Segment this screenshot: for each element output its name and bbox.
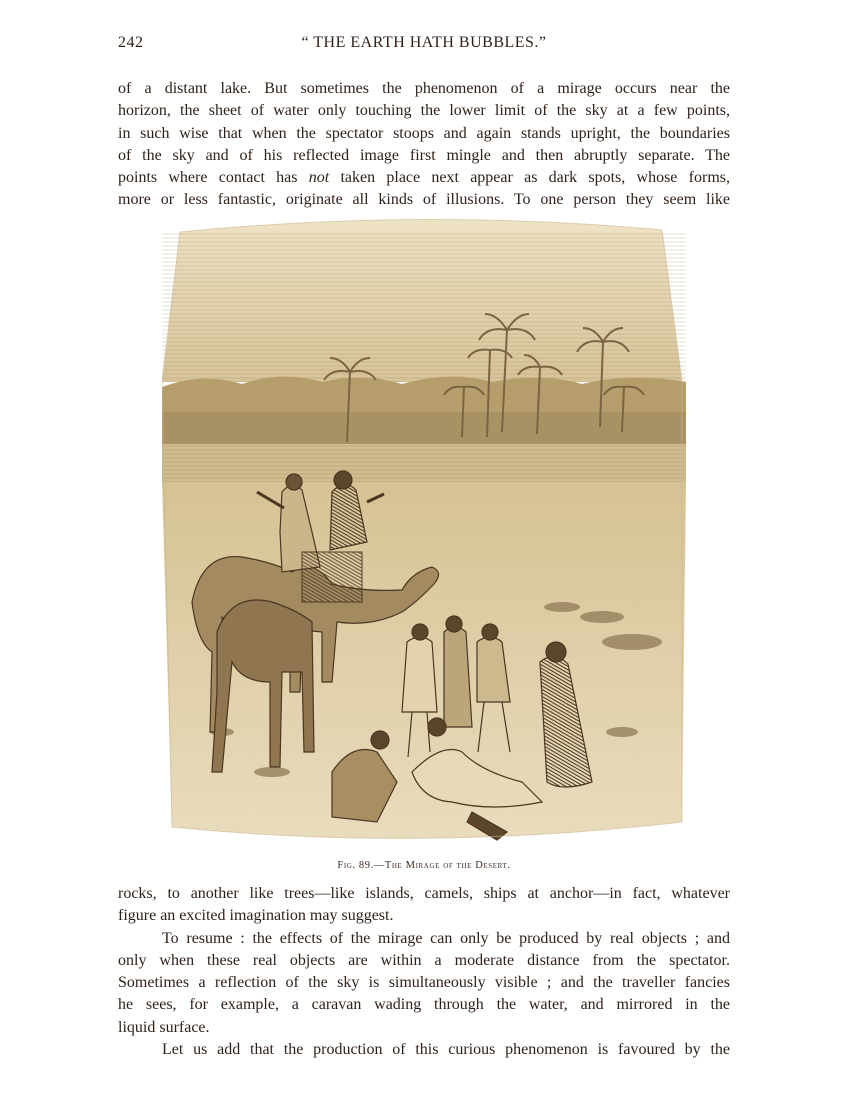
page-number: 242	[118, 34, 144, 51]
tree-line-shading	[162, 412, 686, 447]
text-segment: taken place next appear as dark spots, whose forms,	[329, 169, 730, 187]
text-line-with-italic	[118, 167, 730, 189]
text-line: in such wise that when the spectator stoops and again stands upright, the boundaries	[118, 124, 730, 142]
text-line: rocks, to another like trees—like islands, camels, ships at anchor—in fact, whatever	[118, 885, 730, 902]
text-line: horizon, the sheet of water only touching the lower limit of the sky at a few points,	[118, 102, 730, 120]
text-line: To resume : the effects of the mirage can only be produced by real objects ; and	[162, 929, 730, 947]
mirage-water-lines	[162, 444, 686, 484]
text-line: he sees, for example, a caravan wading through the water, and mirrored in the	[118, 996, 730, 1014]
text-line: of a distant lake. But sometimes the phenomenon of a mirage occurs near the	[118, 80, 730, 97]
text-line: Sometimes a reflection of the sky is simultaneously visible ; and the traveller fancies	[118, 974, 730, 992]
figure-caption: Fig. 89.—The Mirage of the Desert.	[337, 860, 511, 871]
text-line: liquid surface.	[118, 1018, 210, 1036]
paragraph-top	[118, 78, 730, 212]
text-line: of the sky and of his reflected image first mingle and then abruptly separate. The	[118, 146, 730, 164]
text-line: Let us add that the production of this curious phenomenon is favoured by the	[162, 1041, 730, 1059]
text-line: figure an excited imagination may suggest.	[118, 907, 394, 925]
engraving-illustration	[162, 212, 686, 860]
paragraph-bottom	[118, 883, 730, 1061]
sky-hatching	[162, 232, 686, 382]
page-header	[118, 34, 730, 58]
text-line: only when these real objects are within a moderate distance from the spectator.	[118, 951, 730, 969]
text-segment: points where contact has	[118, 169, 309, 187]
running-title: “ THE EARTH HATH BUBBLES.”	[301, 34, 547, 51]
text-line: more or less fantastic, originate all kinds of illusions. To one person they seem like	[118, 191, 730, 209]
italic-word: not	[308, 169, 330, 187]
mirage-desert-engraving	[162, 212, 686, 860]
